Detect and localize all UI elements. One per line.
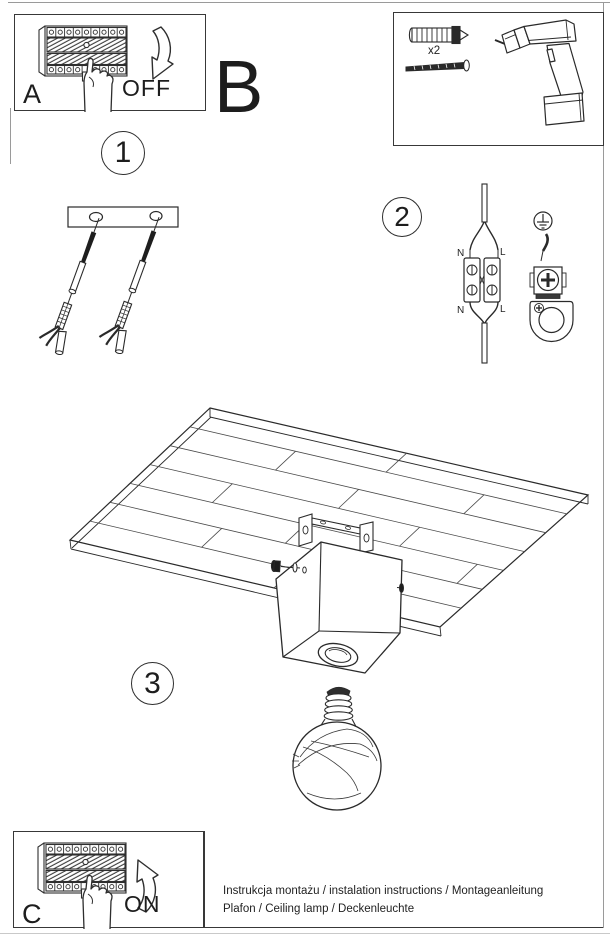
wire-label-l-bottom: L <box>500 304 506 315</box>
page-border-top <box>8 2 610 3</box>
step-3-number: 3 <box>144 666 161 700</box>
wire-label-n-bottom: N <box>457 305 465 316</box>
letter-b-label: B <box>214 45 264 128</box>
title-line-2: Plafon / Ceiling lamp / Deckenleuchte <box>223 903 415 915</box>
screw-anchor-left <box>36 213 111 356</box>
screw-icon <box>406 60 469 71</box>
plate-hole-left <box>90 213 103 222</box>
wall-plug-icon <box>409 27 468 44</box>
panel-c-action: ON <box>124 891 161 917</box>
page-shadow-bottom <box>0 933 610 934</box>
breaker-strip-icon <box>38 843 126 898</box>
step-1-badge <box>101 131 145 175</box>
screw-anchor-right <box>96 212 171 355</box>
panel-c-label: C <box>22 899 42 929</box>
breaker-panel-on-illustration <box>14 832 205 929</box>
panel-a-label: A <box>23 79 42 109</box>
parts-panel <box>393 12 604 146</box>
light-bulb <box>292 687 381 810</box>
panel-a-action: OFF <box>122 75 171 101</box>
parts-illustration <box>394 13 605 147</box>
power-on-panel <box>13 831 204 928</box>
wiring-illustration <box>440 180 605 375</box>
anchors-screws-illustration <box>60 198 230 366</box>
wire-label-n-top: N <box>457 248 465 259</box>
split-wires-top <box>470 222 498 258</box>
wire-label-l-top: L <box>500 247 506 258</box>
ground-terminal-icon <box>530 267 573 342</box>
power-off-panel <box>14 14 206 111</box>
breaker-panel-off-illustration <box>15 15 207 112</box>
step-2-number: 2 <box>394 201 410 232</box>
assembly-illustration <box>55 395 605 825</box>
drill-icon <box>495 20 584 125</box>
plate-hole-right <box>150 212 162 221</box>
quantity-label: x2 <box>428 45 441 57</box>
step-3-badge <box>131 662 174 705</box>
ground-wire <box>541 234 548 261</box>
ground-symbol-icon <box>534 212 552 230</box>
page-border-left-segment <box>10 108 11 164</box>
title-block <box>204 831 603 928</box>
supply-cable-top <box>482 184 487 222</box>
step-2-badge <box>382 197 422 237</box>
title-line-1: Instrukcja montażu / instalation instructions / Montageanleitung <box>223 885 544 897</box>
breaker-strip-icon <box>39 26 127 81</box>
step-1-number: 1 <box>114 136 132 169</box>
split-wires-bottom <box>470 302 498 323</box>
terminal-block <box>464 258 500 302</box>
arrow-down-icon <box>152 27 173 79</box>
supply-cable-bottom <box>482 323 487 363</box>
